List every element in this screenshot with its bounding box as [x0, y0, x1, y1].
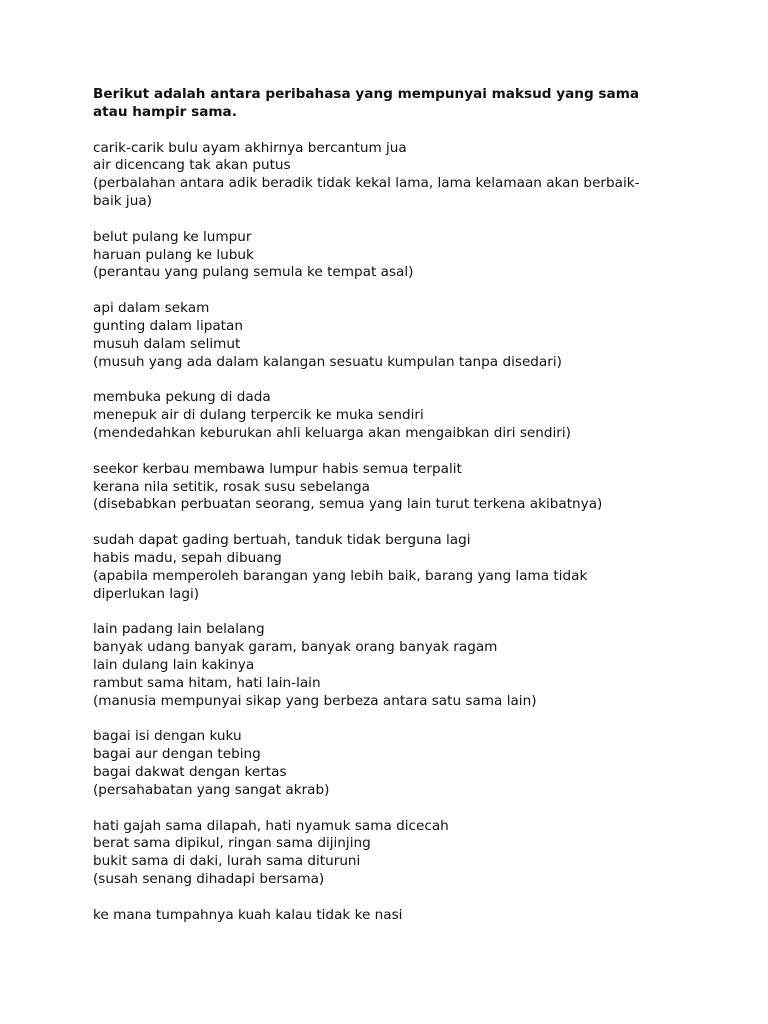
proverb-line: ke mana tumpahnya kuah kalau tidak ke nasi	[93, 906, 403, 923]
proverb-group	[93, 389, 693, 442]
proverb-line: sudah dapat gading bertuah, tanduk tidak berguna lagi	[93, 532, 471, 549]
proverb-line: hati gajah sama dilapah, hati nyamuk sama dicecah	[93, 817, 449, 834]
document-body	[93, 86, 693, 942]
proverb-line: bukit sama di daki, lurah sama dituruni	[93, 853, 361, 870]
proverb-line: berat sama dipikul, ringan sama dijinjing	[93, 835, 371, 852]
proverb-group	[93, 728, 693, 799]
proverb-line: air dicencang tak akan putus	[93, 157, 291, 174]
proverb-group	[93, 300, 693, 371]
proverb-line: haruan pulang ke lubuk	[93, 246, 254, 263]
proverb-line: lain dulang lain kakinya	[93, 656, 255, 673]
proverb-line: membuka pekung di dada	[93, 389, 271, 406]
proverb-line: musuh dalam selimut	[93, 335, 241, 352]
proverb-line: lain padang lain belalang	[93, 621, 265, 638]
heading-line: Berikut adalah antara peribahasa yang mempunyai maksud yang sama	[93, 86, 640, 102]
proverb-line: gunting dalam lipatan	[93, 317, 243, 334]
document-heading	[93, 86, 693, 122]
proverb-group	[93, 461, 693, 514]
proverb-group	[93, 532, 693, 603]
proverb-meaning: (disebabkan perbuatan seorang, semua yang lain turut terkena akibatnya)	[93, 496, 603, 513]
proverb-meaning: (apabila memperoleh barangan yang lebih baik, barang yang lama tidak	[93, 567, 588, 584]
proverb-line: belut pulang ke lumpur	[93, 228, 252, 245]
proverb-group	[93, 229, 693, 282]
proverb-meaning: (manusia mempunyai sikap yang berbeza antara satu sama lain)	[93, 692, 537, 709]
proverb-line: banyak udang banyak garam, banyak orang banyak ragam	[93, 639, 498, 656]
proverb-line: bagai dakwat dengan kertas	[93, 763, 287, 780]
proverb-line: rambut sama hitam, hati lain-lain	[93, 674, 321, 691]
proverb-meaning: (perantau yang pulang semula ke tempat asal)	[93, 264, 414, 281]
proverb-meaning: (susah senang dihadapi bersama)	[93, 870, 325, 887]
proverb-meaning: (mendedahkan keburukan ahli keluarga akan mengaibkan diri sendiri)	[93, 424, 571, 441]
proverb-line: carik-carik bulu ayam akhirnya bercantum jua	[93, 139, 407, 156]
proverb-line: habis madu, sepah dibuang	[93, 549, 282, 566]
proverb-line: bagai isi dengan kuku	[93, 728, 242, 745]
proverb-group	[93, 140, 693, 211]
proverb-group	[93, 818, 693, 889]
proverb-group	[93, 621, 693, 710]
proverb-line: kerana nila setitik, rosak susu sebelanga	[93, 478, 370, 495]
proverb-meaning: (persahabatan yang sangat akrab)	[93, 781, 330, 798]
proverb-meaning: baik jua)	[93, 192, 152, 209]
proverb-line: menepuk air di dulang terpercik ke muka sendiri	[93, 407, 424, 424]
proverb-meaning: (perbalahan antara adik beradik tidak kekal lama, lama kelamaan akan berbaik-	[93, 175, 640, 192]
proverb-line: seekor kerbau membawa lumpur habis semua terpalit	[93, 460, 462, 477]
proverb-line: bagai aur dengan tebing	[93, 746, 261, 763]
proverb-line: api dalam sekam	[93, 300, 210, 317]
proverb-group	[93, 907, 693, 925]
proverb-meaning: (musuh yang ada dalam kalangan sesuatu kumpulan tanpa disedari)	[93, 353, 562, 370]
proverb-meaning: diperlukan lagi)	[93, 585, 200, 602]
heading-line: atau hampir sama.	[93, 103, 237, 120]
